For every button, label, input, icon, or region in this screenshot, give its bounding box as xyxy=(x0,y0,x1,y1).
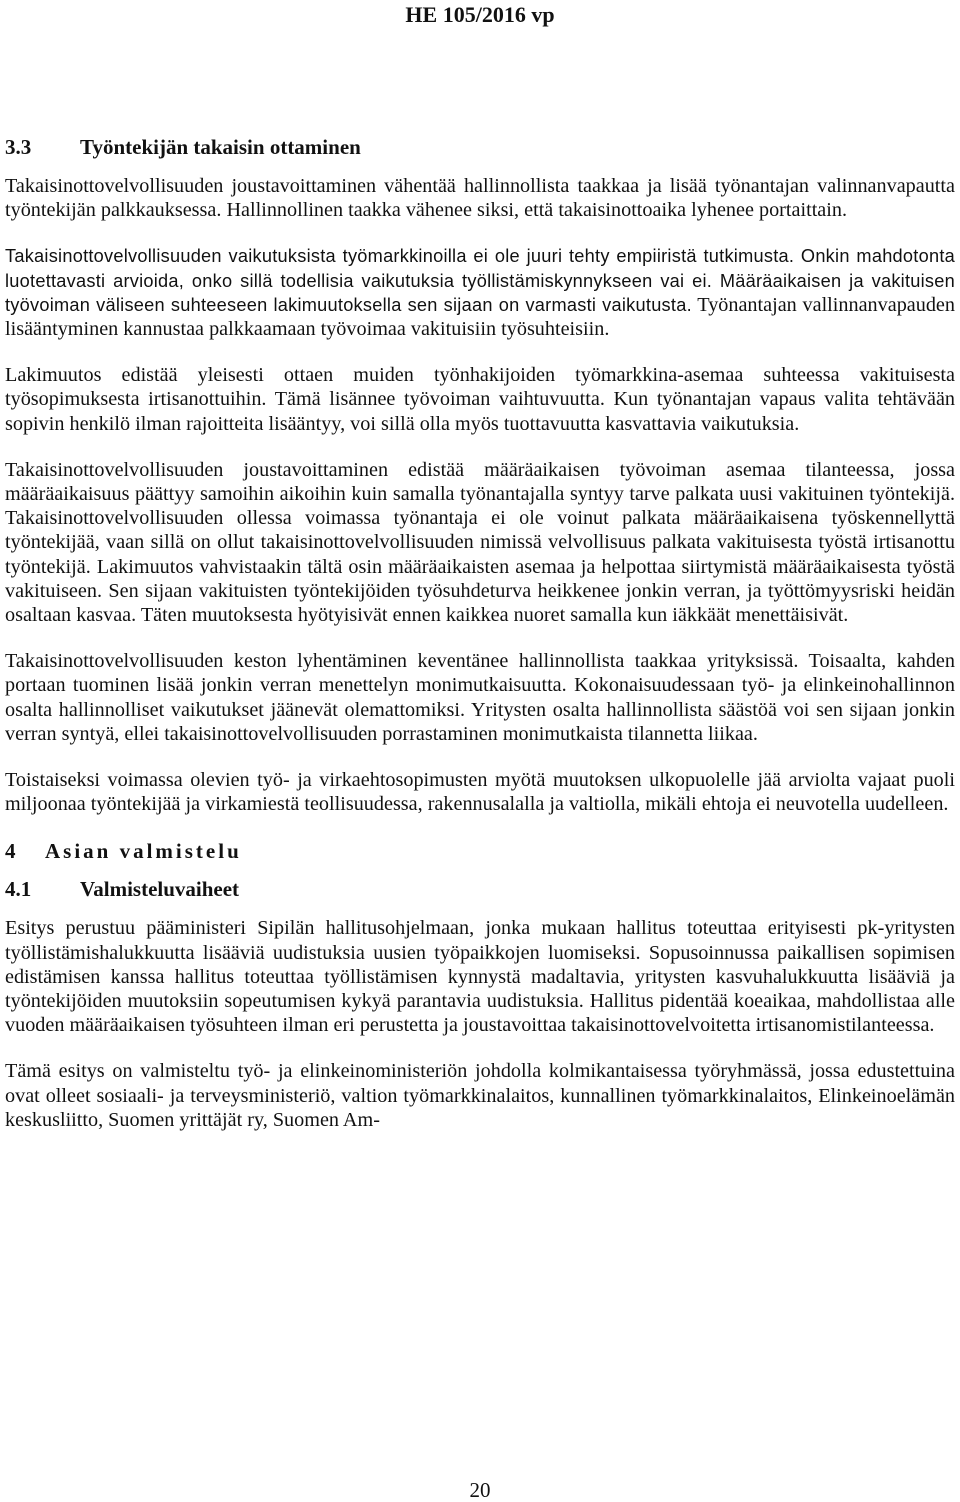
section-heading-3-3 xyxy=(5,134,955,160)
document-body xyxy=(5,134,955,1154)
paragraph-sans-part: Takaisinottovelvollisuuden vaikutuksista työmarkkinoilla ei ole juuri tehty empiiristä tutkimusta. Onkin mahdotonta luotettavasti arvioida, onko sillä todellisia vaikutuksia työllistämiskynnykseen vai ei. Määräaikaisen ja vakituisen työvoiman väliseen suhteeseen lakimuutoksella sen sijaan on varmasti vaikutusta. xyxy=(5,246,955,315)
paragraph: Tämä esitys on valmisteltu työ- ja elinkeinoministeriön johdolla kolmikantaisessa työryhmässä, jossa edustettuina ovat olleet sosiaali- ja terveysministeriö, valtion työmarkkinalaitos, kunnallinen työmarkkinalaitos, Elinkeinoelämän keskusliitto, Suomen yrittäjät ry, Suomen Am- xyxy=(5,1060,955,1131)
paragraph: Takaisinottovelvollisuuden joustavoittaminen edistää määräaikaisen työvoiman asemaa tilanteessa, jossa määräaikaisuus päättyy samoihin aikoihin kuin samalla työnantajalla syntyy tarve palkata uusi vakituinen työntekijä. Takaisinottovelvollisuuden ollessa voimassa työnantaja ei ole voinut palkata määräaikaisena työskennellyttä työntekijää, vaan sillä on ollut takaisinottovelvollisuuden nimissä velvollisuus palkata vakituisesta työstä irtisanottu työntekijä. Lakimuutos vahvistaakin tältä osin määräaikaisten asemaa ja helpottaa siirtymistä määräaikaisesta työstä vakituiseen. Sen sijaan vakituisten työntekijöiden työsuhdeturva heikkenee jonkin verran, ja työttömyysriski heidän osaltaan kasvaa. Täten muutoksesta hyötyisivät ennen kaikkea nuoret samalla kun iäkkäät menettäisivät. xyxy=(5,458,955,627)
section-title: Työntekijän takaisin ottaminen xyxy=(80,135,361,159)
paragraph: Lakimuutos edistää yleisesti ottaen muiden työnhakijoiden työmarkkina-asemaa suhteessa vakituisesta työsopimuksesta irtisanottuihin. Tämä lisännee työvoiman vaihtuvuutta. Kun työnantajan vapaus valita tehtävään sopivin henkilö ilman rajoitteita lisääntyy, voi sillä olla myös tuottavuutta kasvattavia vaikutuksia. xyxy=(5,364,955,435)
page-number: 20 xyxy=(469,1478,491,1502)
paragraph: Takaisinottovelvollisuuden keston lyhentäminen keventänee hallinnollista taakkaa yrityksissä. Toisaalta, kahden portaan tuominen lisää jonkin verran menettelyn monimutkaisuutta. Kokonaisuudessaan työ- ja elinkeinohallinnon osalta hallinnolliset vaikutukset jäänevät olemattomiksi. Yritysten osalta hallinnollista säästöä voi sen sijaan jonkin verran syntyä, ellei takaisinottovelvollisuuden porrastaminen monimutkaista tilannetta liikaa. xyxy=(5,650,955,745)
section-number: 3.3 xyxy=(5,135,32,159)
paragraph: Esitys perustuu pääministeri Sipilän hallitusohjelmaan, jonka mukaan hallitus toteuttaa erityisesti pk-yritysten työllistämishalukkuutta lisääviä uudistuksia uusien työpaikkojen luomiseksi. Sopusoinnussa paikallisen sopimisen edistämisen kanssa hallitus toteuttaa työllistämisen kynnystä madaltavia, yritysten kasvuhalukkuutta lisääviä ja työntekijöiden muutoksiin sopeutumisen kykyä parantavia uudistuksia. Hallitus pidentää koeaikaa, mahdollistaa alle vuoden määräaikaisen työsuhteen ilman eri perustetta ja joustavoittaa takaisinottovelvoitetta irtisanomistilanteessa. xyxy=(5,917,955,1037)
section-heading-4 xyxy=(5,838,955,864)
section-title: Asian valmistelu xyxy=(45,839,242,864)
document-id-header: HE 105/2016 vp xyxy=(405,2,555,27)
section-heading-4-1 xyxy=(5,876,955,902)
paragraph-serif-part: Työnantajan vallinnanvapauden lisääntyminen kannustaa palkkaamaan työvoimaa vakituisiin työsuhteisiin. xyxy=(5,293,955,341)
paragraph: Takaisinottovelvollisuuden joustavoittaminen vähentää hallinnollista taakkaa ja lisää työnantajan valinnanvapautta työntekijän palkkauksessa. Hallinnollinen taakka vähenee siksi, että takaisinottoaika lyhenee portaittain. xyxy=(5,175,955,222)
section-number: 4 xyxy=(5,839,16,864)
section-title: Valmisteluvaiheet xyxy=(80,877,240,902)
paragraph xyxy=(5,244,955,341)
section-number: 4.1 xyxy=(5,877,32,902)
paragraph: Toistaiseksi voimassa olevien työ- ja virkaehtosopimusten myötä muutoksen ulkopuolelle jää arviolta vajaat puoli miljoonaa työntekijää ja virkamiestä teollisuudessa, rakennusalalla ja valtiolla, mikäli ehtoja ei neuvotella uudelleen. xyxy=(5,769,955,816)
